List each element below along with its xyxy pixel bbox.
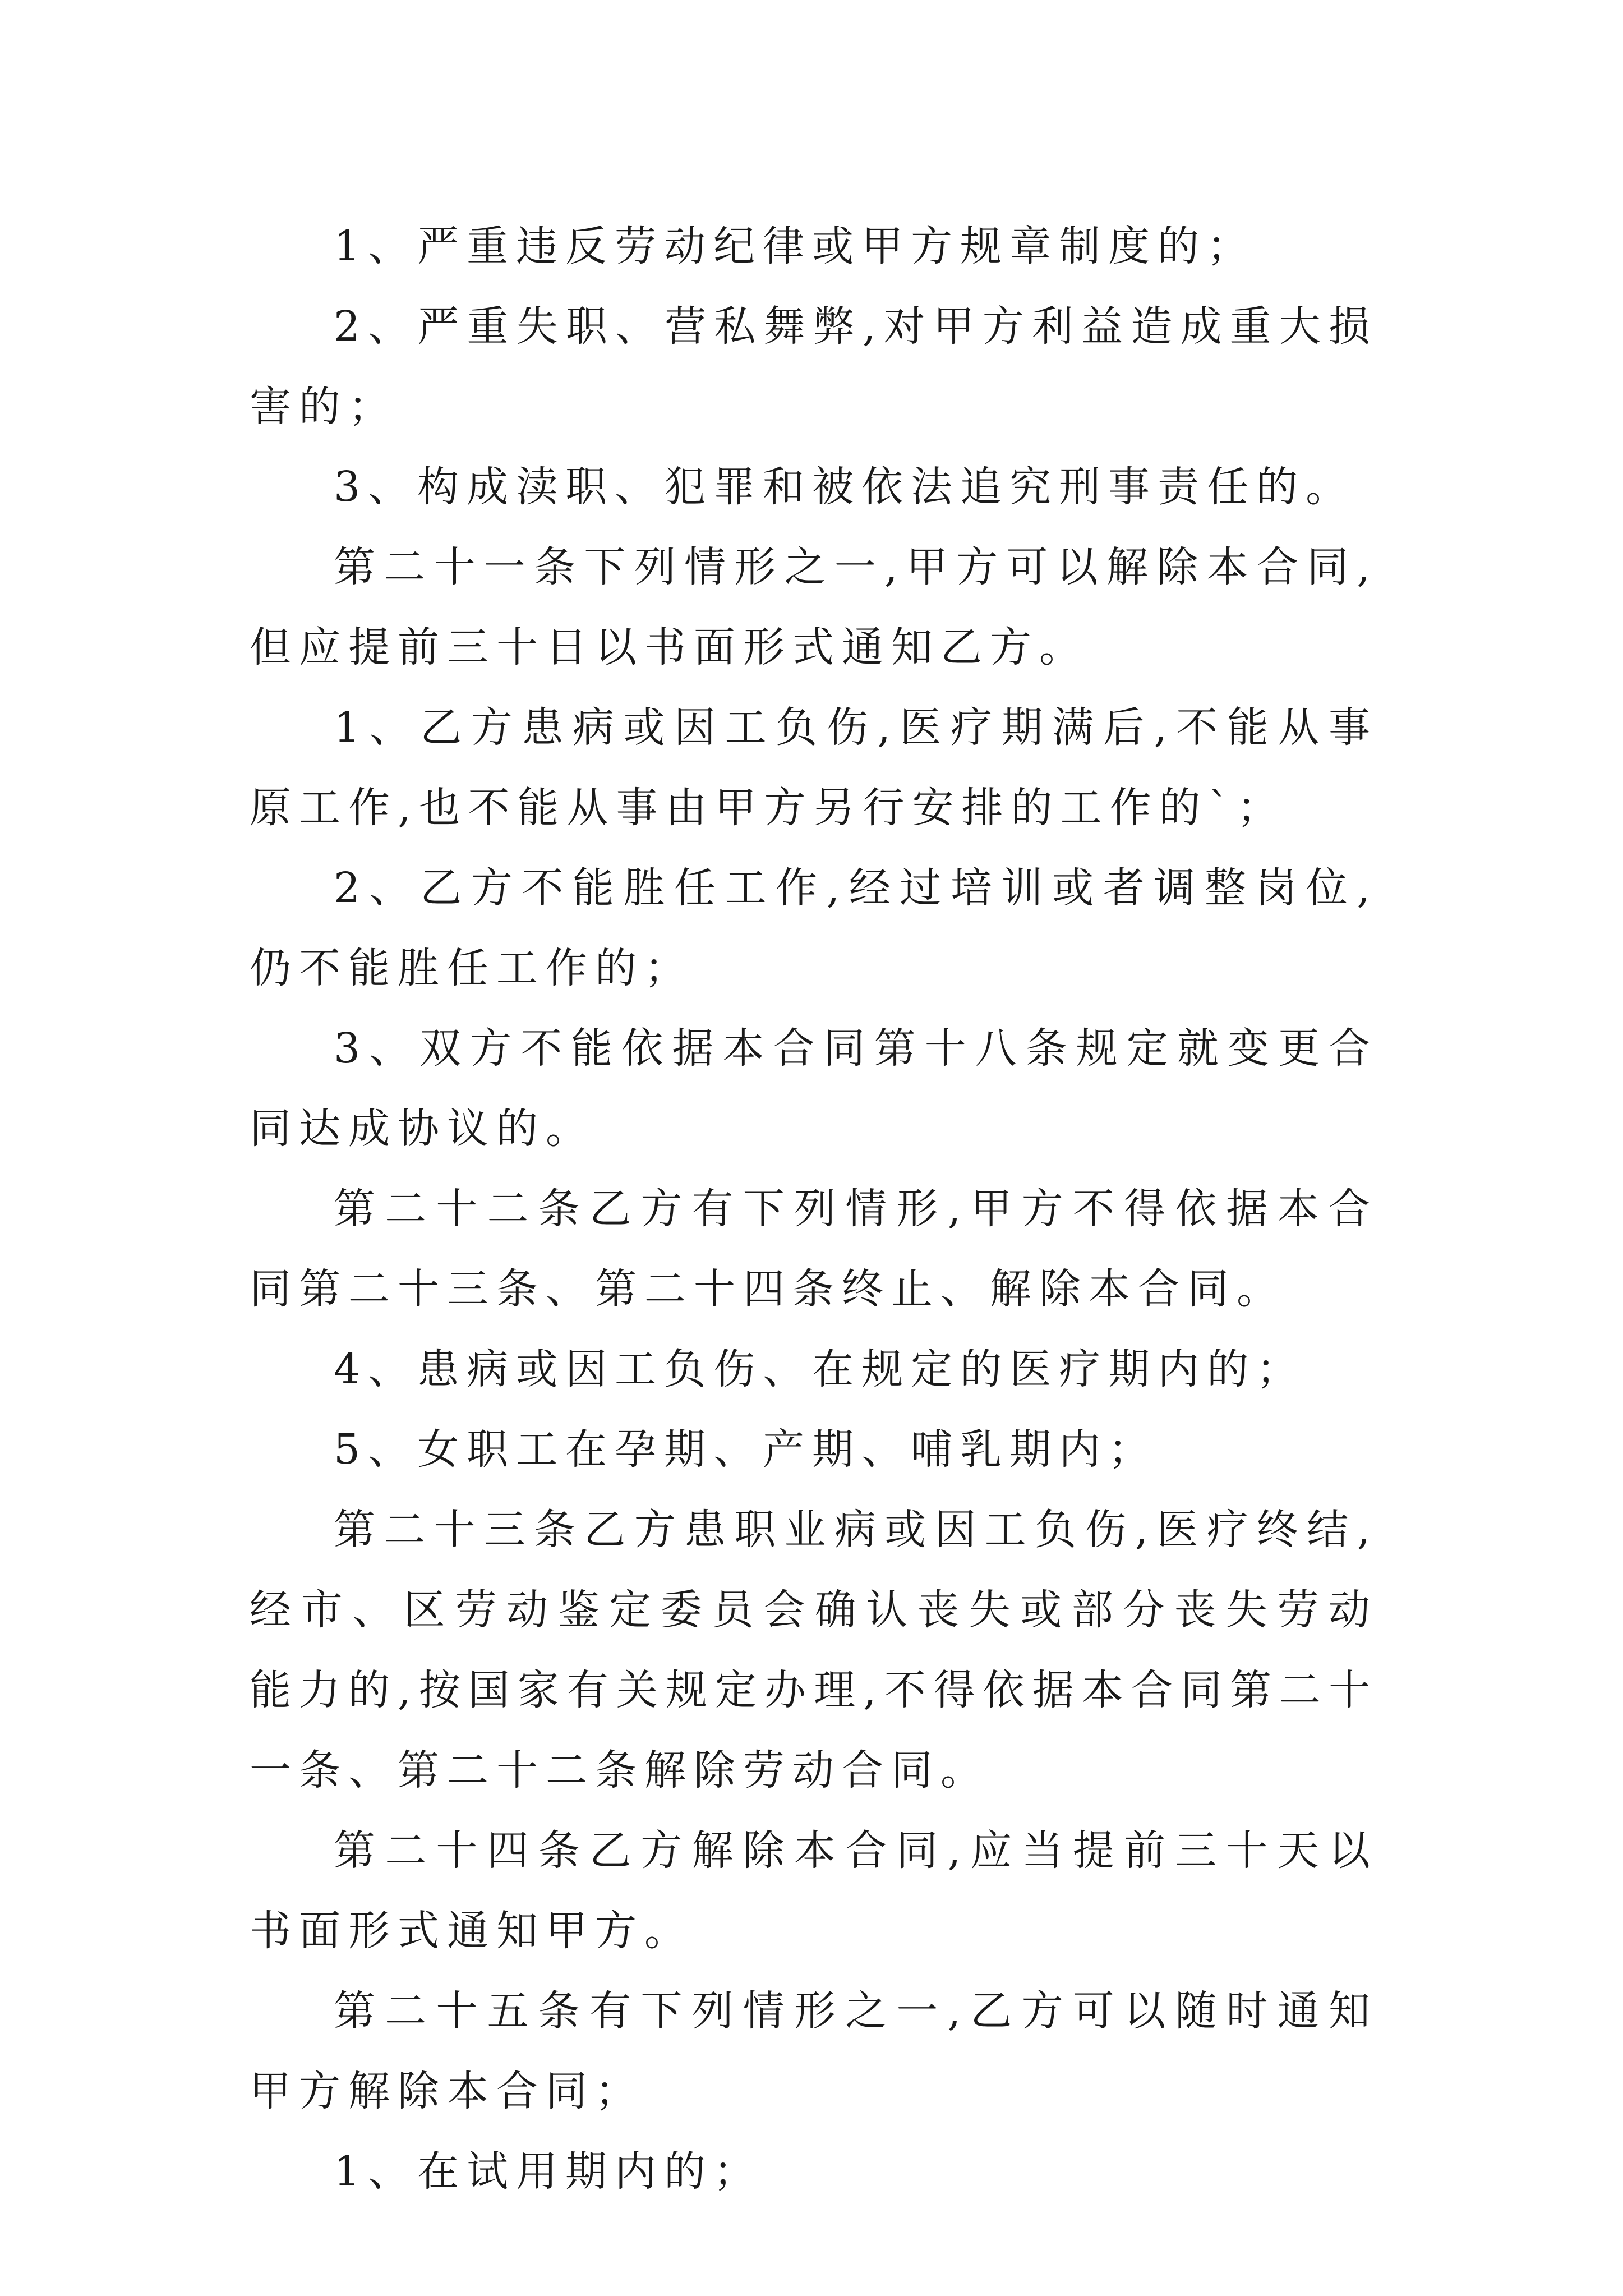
document-body xyxy=(250,206,1378,2212)
paragraph-article-25: 第二十五条有下列情形之一,乙方可以随时通知甲方解除本合同； xyxy=(250,1987,1378,2115)
paragraph-article-21-item-3: 3、双方不能依据本合同第十八条规定就变更合同达成协议的。 xyxy=(250,1024,1378,1153)
paragraph-article-23: 第二十三条乙方患职业病或因工负伤,医疗终结,经市、区劳动鉴定委员会确认丧失或部分丧失劳动能力的,按国家有关规定办理,不得依据本合同第二十一条、第二十二条解除劳动合同。 xyxy=(250,1506,1378,1795)
paragraph-article-21-item-2: 2、乙方不能胜任工作,经过培训或者调整岗位,仍不能胜任工作的； xyxy=(250,864,1378,992)
paragraph-article-22-item-4: 4、患病或因工负伤、在规定的医疗期内的； xyxy=(334,1345,1306,1393)
paragraph-clause-3: 3、构成渎职、犯罪和被依法追究刑事责任的。 xyxy=(334,463,1355,511)
paragraph-article-24: 第二十四条乙方解除本合同,应当提前三十天以书面形式通知甲方。 xyxy=(250,1826,1378,1955)
paragraph-article-21-item-1: 1、乙方患病或因工负伤,医疗期满后,不能从事原工作,也不能从事由甲方另行安排的工作的`； xyxy=(250,703,1378,832)
paragraph-article-21: 第二十一条下列情形之一,甲方可以解除本合同,但应提前三十日以书面形式通知乙方。 xyxy=(250,543,1378,671)
paragraph-article-22-item-5: 5、女职工在孕期、产期、哺乳期内； xyxy=(334,1425,1158,1474)
paragraph-article-22: 第二十二条乙方有下列情形,甲方不得依据本合同第二十三条、第二十四条终止、解除本合同。 xyxy=(250,1185,1378,1313)
paragraph-article-25-item-1: 1、在试用期内的； xyxy=(334,2147,763,2196)
paragraph-clause-2: 2、严重失职、营私舞弊,对甲方利益造成重大损害的； xyxy=(250,302,1378,431)
paragraph-clause-1: 1、严重违反劳动纪律或甲方规章制度的； xyxy=(334,222,1257,270)
